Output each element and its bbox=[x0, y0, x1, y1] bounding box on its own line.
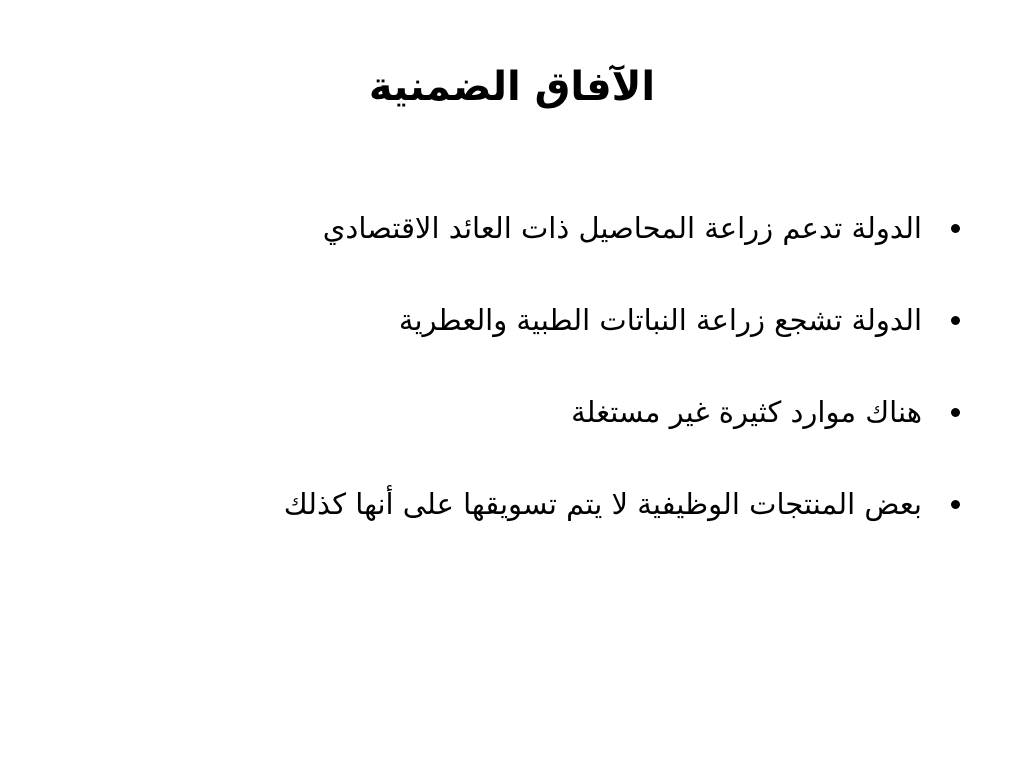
bullet-text: الدولة تشجع زراعة النباتات الطبية والعطرية bbox=[398, 303, 922, 337]
bullet-text: هناك موارد كثيرة غير مستغلة bbox=[571, 395, 922, 429]
bullet-list bbox=[80, 200, 960, 568]
bullet-text: بعض المنتجات الوظيفية لا يتم تسويقها على أنها كذلك bbox=[283, 487, 922, 521]
list-item bbox=[80, 476, 960, 568]
bullet-icon bbox=[951, 408, 960, 417]
bullet-icon bbox=[951, 500, 960, 509]
bullet-icon bbox=[951, 316, 960, 325]
list-item bbox=[80, 200, 960, 292]
bullet-text: الدولة تدعم زراعة المحاصيل ذات العائد الاقتصادي bbox=[322, 211, 922, 245]
list-item bbox=[80, 292, 960, 384]
bullet-icon bbox=[951, 224, 960, 233]
list-item bbox=[80, 384, 960, 476]
slide-title: الآفاق الضمنية bbox=[368, 64, 656, 110]
